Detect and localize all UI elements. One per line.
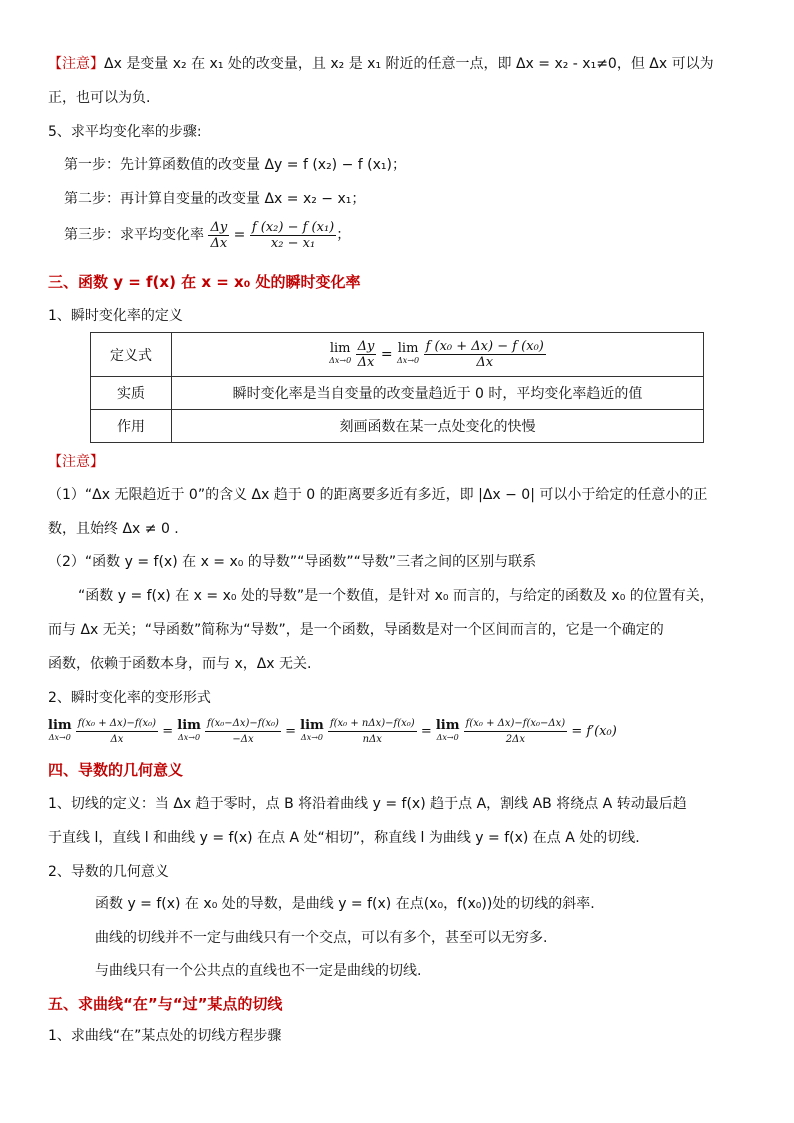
table-key: 作用 [91, 410, 172, 443]
section-5-title: 五、求曲线“在”与“过”某点的切线 [48, 995, 283, 1013]
table-row [91, 410, 704, 443]
paragraph-line-2: 而与 Δx 无关；“导函数”简称为“导数”，是一个函数，导函数是对一个区间而言的，它是一个确定的 [48, 622, 664, 638]
paragraph-line-1: “函数 y = f(x) 在 x = x₀ 处的导数”是一个数值，是针对 x₀ 而言的，与给定的函数及 x₀ 的位置有关， [78, 588, 714, 604]
table-value: 刻画函数在某一点处变化的快慢 [172, 410, 704, 443]
steps-title: 5、求平均变化率的步骤: [48, 124, 202, 140]
section-4-title: 四、导数的几何意义 [48, 761, 184, 779]
step-3-label: 第三步：求平均变化率 [64, 227, 204, 243]
note-tag-2: 【注意】 [48, 454, 104, 470]
section-5-sub-1: 1、求曲线“在”某点处的切线方程步骤 [48, 1028, 282, 1044]
definition-formula: lim Δx→0 $\frac{\Delta y}{\Delta x}$ = lim Δx→0 $\frac{\text{f (x₀ + Δx) − f (x₀)}}{\Delta x}$ [172, 333, 704, 377]
definition-table [90, 332, 704, 443]
table-row [91, 333, 704, 377]
note-line-2: 正，也可以为负. [48, 90, 151, 106]
table-value: 瞬时变化率是当自变量的改变量趋近于 0 时，平均变化率趋近的值 [172, 377, 704, 410]
step-2: 第二步：再计算自变量的改变量 Δx = x₂ − x₁； [64, 191, 366, 207]
table-key: 定义式 [91, 333, 172, 377]
note-2-line-2: 数，且始终 Δx ≠ 0 . [48, 521, 179, 537]
section-3-sub-2: 2、瞬时变化率的变形形式 [48, 690, 211, 706]
step-3: 第三步：求平均变化率 $\frac{\Delta y}{\Delta x}$ = $\frac{\text{f (x₂) − f (x₁)}}{\text{x₂ − x₁}}$ ； [64, 219, 351, 251]
geometry-line-1: 函数 y = f(x) 在 x₀ 处的导数，是曲线 y = f(x) 在点(x₀，f(x₀))处的切线的斜率. [95, 896, 595, 912]
geometry-line-2: 曲线的切线并不一定与曲线只有一个交点，可以有多个，甚至可以无穷多. [95, 930, 548, 946]
geometry-line-3: 与曲线只有一个公共点的直线也不一定是曲线的切线. [95, 963, 422, 979]
note-tag: 【注意】 [48, 56, 104, 72]
variant-forms: lim Δx→0 $\frac{\text{f(x₀ + Δx)−f(x₀)}}{\Delta x}$ = lim Δx→0 $\frac{\text{f(x₀−Δx)−f(x₀)}}{-\Delta x}$ = lim Δx→0 $\frac{\text{f(x₀ + nΔx)−f(x₀)}}{\text{nΔx}}$ = lim Δx→0 $\frac{\text{f(x₀ + Δx)−f(x₀−Δx)}}{2\Delta x}$ = f′(x₀) [48, 717, 617, 745]
note-2-item-2: （2）“函数 y = f(x) 在 x = x₀ 的导数”“导函数”“导数”三者之间的区别与联系 [48, 554, 537, 570]
table-key: 实质 [91, 377, 172, 410]
note-line-1 [48, 54, 748, 74]
section-4-line-2: 于直线 l，直线 l 和曲线 y = f(x) 在点 A 处“相切”，称直线 l 为曲线 y = f(x) 在点 A 处的切线. [48, 830, 640, 846]
paragraph-line-3: 函数，依赖于函数本身，而与 x，Δx 无关. [48, 656, 312, 672]
section-3-title: 三、函数 y = f(x) 在 x = x₀ 处的瞬时变化率 [48, 273, 361, 291]
section-4-line-1: 1、切线的定义：当 Δx 趋于零时，点 B 将沿着曲线 y = f(x) 趋于点 A，割线 AB 将绕点 A 转动最后趋 [48, 796, 687, 812]
note-text-1: Δx 是变量 x₂ 在 x₁ 处的改变量，且 x₂ 是 x₁ 附近的任意一点，即 Δx = x₂ - x₁≠0，但 Δx 可以为 [104, 56, 714, 72]
table-row [91, 377, 704, 410]
section-4-sub-2: 2、导数的几何意义 [48, 864, 169, 880]
step-1: 第一步：先计算函数值的改变量 Δy = f (x₂) − f (x₁)； [64, 157, 406, 173]
avg-rate-expression: $\frac{\text{f (x₂) − f (x₁)}}{\text{x₂ − x₁}}$ [251, 219, 335, 251]
avg-rate-fraction: $\frac{\Delta y}{\Delta x}$ [210, 219, 228, 251]
note-2-line-1: （1）“Δx 无限趋近于 0”的含义 Δx 趋于 0 的距离要多近有多近，即 |Δx − 0| 可以小于给定的任意小的正 [48, 487, 708, 503]
section-3-sub-1: 1、瞬时变化率的定义 [48, 308, 183, 324]
